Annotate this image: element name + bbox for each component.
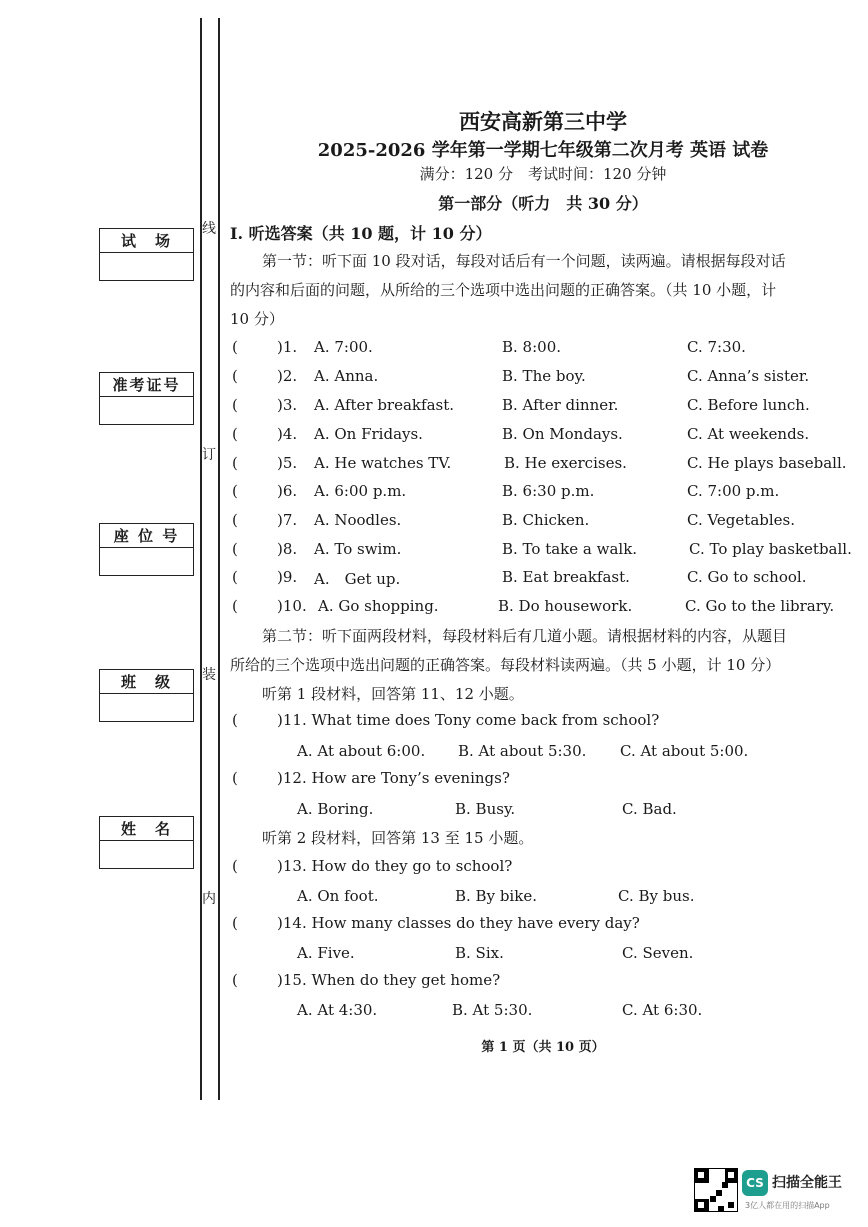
answer-paren-6[interactable]: (	[232, 482, 238, 500]
question-number: )3.	[277, 396, 298, 414]
option-b: B. Eat breakfast.	[502, 568, 630, 586]
material2-instruction: 听第 2 段材料，回答第 13 至 15 小题。	[262, 829, 534, 847]
question-number: )1.	[277, 338, 298, 356]
option-c: C. Go to school.	[687, 568, 807, 586]
option-b: B. At 5:30.	[452, 1001, 533, 1019]
option-c: C. Before lunch.	[687, 396, 810, 414]
school-title: 西安高新第三中学	[459, 109, 627, 134]
info-field-seat-number[interactable]	[100, 548, 193, 575]
question-stem: )13. How do they go to school?	[277, 857, 513, 875]
option-c: C. Go to the library.	[685, 597, 835, 615]
option-c: C. Vegetables.	[687, 511, 796, 529]
answer-paren-4[interactable]: (	[232, 425, 238, 443]
material1-instruction: 听第 1 段材料，回答第 11、12 小题。	[262, 685, 524, 703]
option-a: A. At 4:30.	[297, 1001, 378, 1019]
info-label-seat-number: 座 位 号	[100, 524, 193, 548]
info-label-name: 姓 名	[100, 817, 193, 841]
answer-paren-11[interactable]: (	[232, 711, 238, 729]
part1-instructions-line3: 10 分）	[230, 310, 284, 328]
exam-title: 2025-2026 学年第一学期七年级第二次月考 英语 试卷	[317, 140, 769, 161]
part1-instructions-line2: 的内容和后面的问题，从所给的三个选项中选出问题的正确答案。（共 10 小题，计	[230, 281, 777, 299]
info-label-exam-room: 试 场	[100, 229, 193, 253]
option-b: B. Busy.	[455, 800, 516, 818]
binding-char-nei: 内	[202, 891, 216, 907]
answer-paren-2[interactable]: (	[232, 367, 238, 385]
option-a: A. To swim.	[314, 540, 402, 558]
info-field-admission-number[interactable]	[100, 397, 193, 424]
option-b: B. Six.	[455, 944, 504, 962]
question-number: )10.	[277, 597, 307, 615]
answer-paren-15[interactable]: (	[232, 971, 238, 989]
info-label-admission-number: 准考证号	[100, 373, 193, 397]
answer-paren-13[interactable]: (	[232, 857, 238, 875]
answer-paren-3[interactable]: (	[232, 396, 238, 414]
info-box-name	[99, 816, 194, 869]
binding-char-zhuang: 装	[202, 667, 216, 683]
option-b: B. On Mondays.	[502, 425, 623, 443]
info-box-seat-number	[99, 523, 194, 576]
option-a: A. Boring.	[297, 800, 374, 818]
answer-paren-1[interactable]: (	[232, 338, 238, 356]
info-box-exam-room	[99, 228, 194, 281]
option-b: B. Do housework.	[498, 597, 633, 615]
part1-instructions-line1: 第一节：听下面 10 段对话，每段对话后有一个问题，读两遍。请根据每段对话	[262, 252, 786, 270]
info-box-admission-number	[99, 372, 194, 425]
info-label-class: 班 级	[100, 670, 193, 694]
option-b: B. By bike.	[455, 887, 537, 905]
question-stem: )12. How are Tony’s evenings?	[277, 769, 510, 787]
question-number: )4.	[277, 425, 298, 443]
option-b: B. The boy.	[502, 367, 586, 385]
option-b: B. After dinner.	[502, 396, 619, 414]
option-a: A. At about 6:00.	[297, 742, 426, 760]
option-a: A. On Fridays.	[314, 425, 423, 443]
option-b: B. At about 5:30.	[458, 742, 587, 760]
question-number: )6.	[277, 482, 298, 500]
question-number: )8.	[277, 540, 298, 558]
answer-paren-9[interactable]: (	[232, 568, 238, 586]
question-stem: )15. When do they get home?	[277, 971, 501, 989]
part2-instructions-line1: 第二节：听下面两段材料，每段材料后有几道小题。请根据材料的内容，从题目	[262, 627, 788, 645]
option-a: A. Five.	[297, 944, 355, 962]
option-a: A. Get up.	[314, 570, 401, 588]
question-number: )7.	[277, 511, 298, 529]
option-a: A. He watches TV.	[314, 454, 452, 472]
part-title: 第一部分（听力 共 30 分）	[438, 194, 648, 213]
option-c: C. He plays baseball.	[687, 454, 847, 472]
exam-meta: 满分：120 分 考试时间：120 分钟	[419, 165, 667, 183]
option-c: C. To play basketball.	[689, 540, 852, 558]
info-box-class	[99, 669, 194, 722]
option-c: C. At about 5:00.	[620, 742, 749, 760]
section-heading: I. 听选答案（共 10 题，计 10 分）	[230, 224, 492, 243]
question-stem: )14. How many classes do they have every day?	[277, 914, 640, 932]
binding-char-xian: 线	[202, 221, 216, 237]
option-a: A. 6:00 p.m.	[314, 482, 407, 500]
option-b: B. 8:00.	[502, 338, 562, 356]
option-c: C. At weekends.	[687, 425, 810, 443]
info-field-class[interactable]	[100, 694, 193, 721]
option-a: A. Noodles.	[314, 511, 402, 529]
option-c: C. By bus.	[618, 887, 695, 905]
option-c: C. Anna’s sister.	[687, 367, 810, 385]
info-field-exam-room[interactable]	[100, 253, 193, 280]
option-a: A. Anna.	[314, 367, 379, 385]
camscanner-name: 扫描全能王	[772, 1175, 842, 1191]
option-b: B. Chicken.	[502, 511, 590, 529]
option-b: B. To take a walk.	[502, 540, 638, 558]
option-a: A. On foot.	[297, 887, 379, 905]
question-number: )9.	[277, 568, 298, 586]
option-c: C. 7:30.	[687, 338, 746, 356]
option-b: B. 6:30 p.m.	[502, 482, 595, 500]
binding-char-ding: 订	[202, 447, 216, 463]
option-a: A. 7:00.	[314, 338, 373, 356]
answer-paren-10[interactable]: (	[232, 597, 238, 615]
question-number: )2.	[277, 367, 298, 385]
answer-paren-8[interactable]: (	[232, 540, 238, 558]
camscanner-logo: CS	[742, 1170, 768, 1196]
part2-instructions-line2: 所给的三个选项中选出问题的正确答案。每段材料读两遍。（共 5 小题，计 10 分）	[230, 656, 781, 674]
qr-code-icon	[694, 1168, 738, 1212]
question-stem: )11. What time does Tony come back from school?	[277, 711, 660, 729]
option-b: B. He exercises.	[504, 454, 627, 472]
answer-paren-14[interactable]: (	[232, 914, 238, 932]
option-c: C. At 6:30.	[622, 1001, 703, 1019]
answer-paren-7[interactable]: (	[232, 511, 238, 529]
option-c: C. Seven.	[622, 944, 694, 962]
option-a: A. After breakfast.	[314, 396, 455, 414]
page-number: 第 1 页（共 10 页）	[481, 1040, 605, 1055]
camscanner-tagline: 3亿人都在用的扫描App	[745, 1201, 830, 1210]
option-a: A. Go shopping.	[318, 597, 439, 615]
option-c: C. 7:00 p.m.	[687, 482, 780, 500]
option-c: C. Bad.	[622, 800, 677, 818]
question-number: )5.	[277, 454, 298, 472]
info-field-name[interactable]	[100, 841, 193, 868]
answer-paren-12[interactable]: (	[232, 769, 238, 787]
answer-paren-5[interactable]: (	[232, 454, 238, 472]
